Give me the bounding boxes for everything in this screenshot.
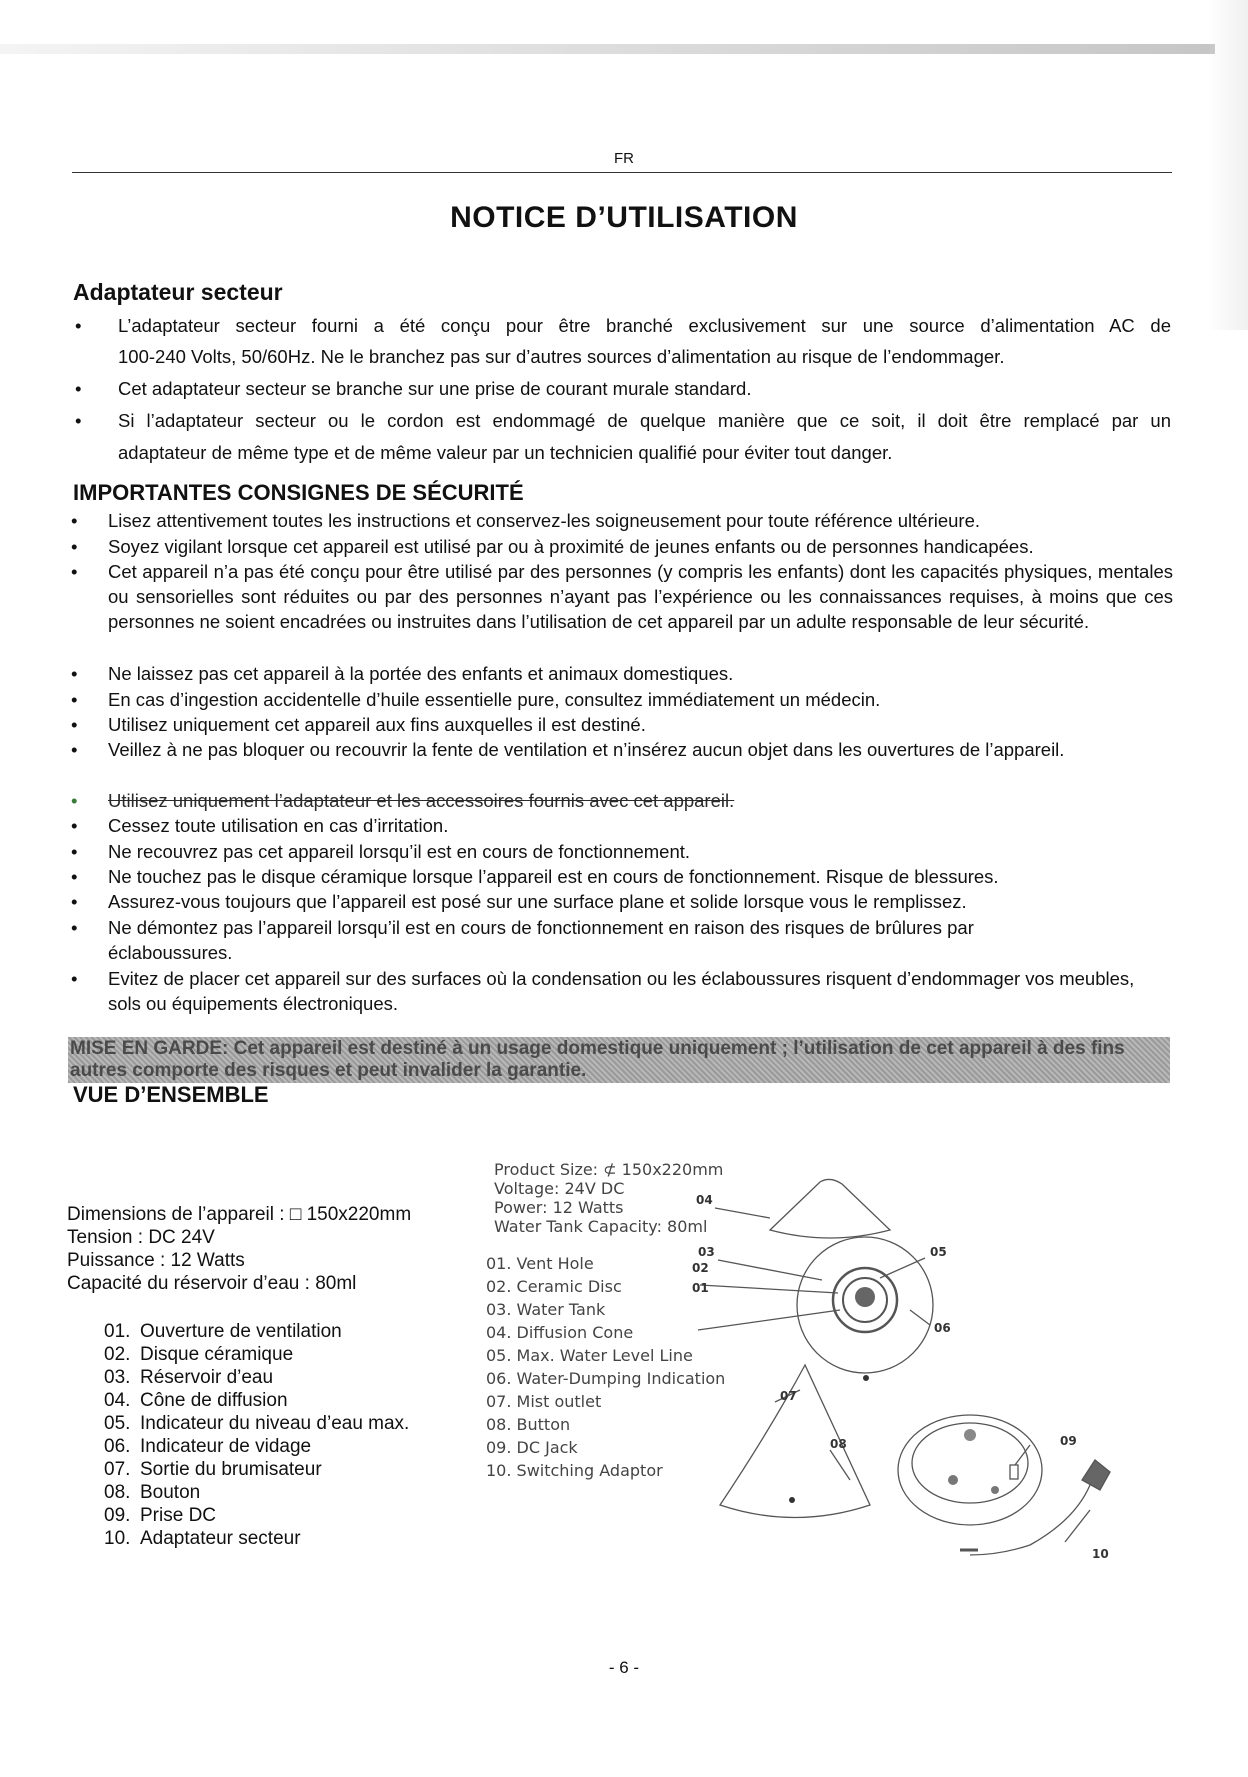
side-button-dot [789,1497,795,1503]
safety-item-text: Cessez toute utilisation en cas d’irritation. [108,815,449,836]
figure-part: 05. Max. Water Level Line [486,1346,693,1365]
figure-spec: Power: 12 Watts [494,1198,624,1217]
warning-banner [68,1037,1170,1083]
safety-item-text: Lisez attentivement toutes les instructions et conservez-les soigneusement pour toute référence ultérieure. [108,510,981,531]
part-number: 05. [104,1413,131,1434]
vent-hole [855,1287,875,1307]
part-label: Indicateur du niveau d’eau max. [140,1413,410,1434]
part-number: 09. [104,1505,131,1526]
page-number: - 6 - [608,1658,640,1677]
part-label: Bouton [140,1482,201,1503]
callout-label: 02 [692,1261,709,1275]
safety-item-text: En cas d’ingestion accidentelle d’huile essentielle pure, consultez immédiatement un médecin. [108,689,881,710]
adapter-item-line: L’adaptateur secteur fourni a été conçu pour être branché exclusivement sur une source d’alimentation AC de [118,315,1171,336]
adapter-item-line: adaptateur de même type et de même valeur par un technicien qualifié pour éviter tout danger. [118,442,893,463]
safety-item-text: Veillez à ne pas bloquer ou recouvrir la fente de ventilation et n’insérez aucun objet dans les ouvertures de l’appareil. [108,739,1065,760]
header-rule [72,172,1172,173]
part-item [104,1458,322,1481]
callout-label: 08 [830,1437,847,1451]
product-diagram [470,1160,1180,1600]
part-number: 10. [104,1528,131,1549]
part-label: Indicateur de vidage [140,1436,312,1457]
foot-dot [948,1475,958,1485]
spec-line: Dimensions de l’appareil : □ 150x220mm [67,1204,412,1225]
safety-item-text: Assurez-vous toujours que l’appareil est posé sur une surface plane et solide lorsque vous le remplissez. [108,891,967,912]
language-label: FR [614,150,634,167]
figure-part: 09. DC Jack [486,1438,578,1457]
figure-part: 02. Ceramic Disc [486,1277,622,1296]
overview-heading: VUE D’ENSEMBLE [73,1082,269,1107]
spec-line: Puissance : 12 Watts [67,1250,245,1271]
callout-label: 10 [1092,1547,1109,1561]
spec-line: Capacité du réservoir d’eau : 80ml [67,1273,357,1294]
part-label: Sortie du brumisateur [140,1459,322,1480]
part-number: 01. [104,1321,131,1342]
callout-label: 05 [930,1245,947,1259]
part-label: Cône de diffusion [140,1390,288,1411]
callout-label: 04 [696,1193,713,1207]
spec-line: Tension : DC 24V [67,1227,215,1248]
callout-label: 01 [692,1281,709,1295]
part-number: 02. [104,1344,131,1365]
figure-spec: Water Tank Capacity: 80ml [494,1217,708,1236]
figure-part: 01. Vent Hole [486,1254,594,1273]
part-item [104,1481,200,1504]
part-item [104,1504,216,1527]
figure-part: 08. Button [486,1415,571,1434]
part-number: 03. [104,1367,131,1388]
part-item [104,1366,273,1389]
safety-item-text: Ne laissez pas cet appareil à la portée des enfants et animaux domestiques. [108,663,734,684]
part-item [104,1320,342,1343]
part-label: Disque céramique [140,1344,294,1365]
warning-text: Cet appareil est destiné à un usage domestique uniquement ; l’utilisation de cet appareil à des fins autres comporte des risques et peut invalider la garantie. [70,1038,1125,1081]
button-dot [863,1375,869,1381]
part-number: 07. [104,1459,131,1480]
figure-part: 10. Switching Adaptor [486,1461,663,1480]
figure-part: 07. Mist outlet [486,1392,602,1411]
figure-part: 03. Water Tank [486,1300,606,1319]
figure-spec: Product Size: ⊄ 150x220mm [494,1160,724,1179]
safety-item-text-struck: Utilisez uniquement l’adaptateur et les accessoires fournis avec cet appareil. [108,790,735,811]
part-number: 08. [104,1482,131,1503]
part-label: Ouverture de ventilation [140,1321,342,1342]
foot-dot [964,1429,976,1441]
warning-label: MISE EN GARDE: [70,1038,229,1059]
safety-heading: IMPORTANTES CONSIGNES DE SÉCURITÉ [73,480,524,505]
part-number: 04. [104,1390,131,1411]
figure-part: 04. Diffusion Cone [486,1323,634,1342]
diffuser-side-view [720,1365,870,1518]
part-label: Réservoir d’eau [140,1367,274,1388]
safety-item-text: Ne démontez pas l’appareil lorsqu’il est en cours de fonctionnement en raison des risques de brûlures par éclaboussures. [108,917,974,963]
safety-item-text: Cet appareil n’a pas été conçu pour être utilisé par des personnes (y compris les enfants) dont les capacités physiques, mentales ou sensorielles sont réduites ou par des personnes n’ayant pas l’expérience ou les connaissances requises, à moins que ces personnes ne soient encadrées ou instruites dans l’utilisation de cet appareil par un adulte responsable de leur sécurité. [108,561,1173,632]
figure-part: 06. Water-Dumping Indication [486,1369,726,1388]
figure-spec: Voltage: 24V DC [494,1179,625,1198]
page-title: NOTICE D’UTILISATION [450,201,798,234]
callout-label: 07 [780,1389,797,1403]
part-label: Adaptateur secteur [140,1528,301,1549]
part-item [104,1389,288,1412]
adapter-heading: Adaptateur secteur [73,279,283,305]
adapter-item-line: Si l’adaptateur secteur ou le cordon est endommagé de quelque manière que ce soit, il doit être remplacé par un [118,410,1171,431]
safety-item-text: Ne recouvrez pas cet appareil lorsqu’il est en cours de fonctionnement. [108,841,691,862]
safety-item-text: Utilisez uniquement cet appareil aux fins auxquelles il est destiné. [108,714,646,735]
part-item [104,1435,311,1458]
foot-dot [991,1486,999,1494]
scan-edge-shadow [0,44,1215,54]
dc-jack-shape [1010,1465,1018,1479]
adapter-item-line: 100-240 Volts, 50/60Hz. Ne le branchez pas sur d’autres sources d’alimentation au risque de l’endommager. [118,346,1005,367]
callout-label: 03 [698,1245,715,1259]
safety-item-text: Soyez vigilant lorsque cet appareil est utilisé par ou à proximité de jeunes enfants ou de personnes handicapées. [108,536,1034,557]
adaptor-plug [1082,1460,1110,1490]
part-item [104,1343,293,1366]
part-item [104,1527,301,1550]
part-item [104,1412,409,1435]
diffuser-illustration [470,1160,1180,1600]
part-number: 06. [104,1436,131,1457]
part-label: Prise DC [140,1505,217,1526]
safety-item-text: Evitez de placer cet appareil sur des surfaces où la condensation ou les éclaboussures risquent d’endommager vos meubles, sols ou équipements électroniques. [108,968,1135,1014]
adaptor-cord [970,1485,1090,1555]
diffusion-cone-shape [770,1179,890,1238]
callout-label: 09 [1060,1434,1077,1448]
safety-item-text: Ne touchez pas le disque céramique lorsque l’appareil est en cours de fonctionnement. Risque de blessures. [108,866,999,887]
adapter-item-line: Cet adaptateur secteur se branche sur une prise de courant murale standard. [118,378,752,399]
callout-label: 06 [934,1321,951,1335]
